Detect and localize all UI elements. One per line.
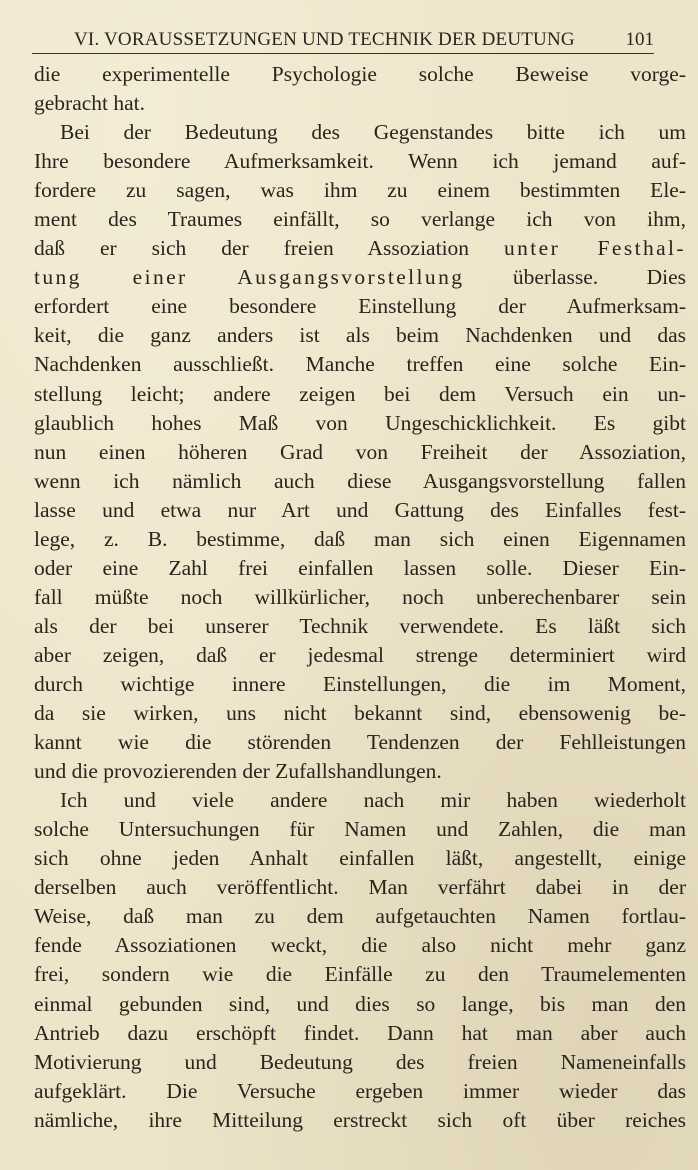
text-line: oder eine Zahl frei einfallen lassen solle. Dieser Ein- bbox=[34, 555, 686, 580]
text-line: Antrieb dazu erschöpft findet. Dann hat man aber auch bbox=[34, 1020, 686, 1045]
text-line: Ich und viele andere nach mir haben wiederholt bbox=[60, 788, 686, 813]
text-line: als der bei unserer Technik verwendete. Es läßt sich bbox=[34, 613, 686, 638]
text-line: frei, sondern wie die Einfälle zu den Traumelementen bbox=[34, 962, 686, 987]
emphasized-text: tung einer Ausgangsvorstellung bbox=[34, 265, 465, 290]
text-line bbox=[34, 234, 686, 263]
running-header bbox=[32, 26, 654, 54]
text-line: Nachdenken ausschließt. Manche treffen eine solche Ein- bbox=[34, 352, 686, 377]
text-line: aufgeklärt. Die Versuche ergeben immer wieder das bbox=[34, 1078, 686, 1103]
text-line: Motivierung und Bedeutung des freien Nameneinfalls bbox=[34, 1049, 686, 1074]
text-line: erfordert eine besondere Einstellung der Aufmerksam- bbox=[34, 294, 686, 319]
emphasized-text: unter Festhal- bbox=[504, 236, 686, 261]
text-line: Ihre besondere Aufmerksamkeit. Wenn ich jemand auf- bbox=[34, 149, 686, 174]
text-segment: überlasse. Dies bbox=[512, 265, 687, 290]
text-line: derselben auch veröffentlicht. Man verfährt dabei in der bbox=[34, 875, 686, 900]
text-line: kannt wie die störenden Tendenzen der Fehlleistungen bbox=[34, 730, 686, 755]
text-segment: daß er sich der freien Assoziation bbox=[34, 236, 470, 261]
text-line: keit, die ganz anders ist als beim Nachdenken und das bbox=[34, 323, 686, 348]
text-line: gebracht hat. bbox=[34, 91, 146, 116]
body-text bbox=[34, 60, 686, 1135]
text-line: Bei der Bedeutung des Gegenstandes bitte ich um bbox=[60, 120, 686, 145]
text-line: die experimentelle Psychologie solche Beweise vorge- bbox=[34, 62, 686, 86]
text-line: lege, z. B. bestimme, daß man sich einen Eigennamen bbox=[34, 526, 686, 551]
text-line: durch wichtige innere Einstellungen, die im Moment, bbox=[34, 671, 686, 696]
text-line: glaublich hohes Maß von Ungeschicklichkeit. Es gibt bbox=[34, 410, 686, 435]
text-line: fall müßte noch willkürlicher, noch unberechenbarer sein bbox=[34, 584, 686, 609]
text-line: sich ohne jeden Anhalt einfallen läßt, angestellt, einige bbox=[34, 846, 686, 871]
text-line: solche Untersuchungen für Namen und Zahlen, die man bbox=[34, 817, 686, 842]
text-line: nämliche, ihre Mitteilung erstreckt sich oft über reiches bbox=[34, 1107, 686, 1132]
text-line: aber zeigen, daß er jedesmal strenge determiniert wird bbox=[34, 642, 686, 667]
text-line: nun einen höheren Grad von Freiheit der Assoziation, bbox=[34, 439, 686, 464]
text-line: stellung leicht; andere zeigen bei dem Versuch ein un- bbox=[34, 381, 686, 406]
text-line: fende Assoziationen weckt, die also nicht mehr ganz bbox=[34, 933, 686, 958]
running-title: VI. VORAUSSETZUNGEN UND TECHNIK DER DEUTUNG bbox=[74, 29, 575, 50]
text-line: da sie wirken, uns nicht bekannt sind, ebensowenig be- bbox=[34, 701, 686, 726]
text-line: fordere zu sagen, was ihm zu einem bestimmten Ele- bbox=[34, 178, 686, 203]
text-line: ment des Traumes einfällt, so verlange ich von ihm, bbox=[34, 207, 686, 232]
text-line: Weise, daß man zu dem aufgetauchten Namen fortlau- bbox=[34, 904, 686, 929]
text-line: und die provozierenden der Zufallshandlungen. bbox=[34, 759, 442, 784]
page-number: 101 bbox=[625, 29, 654, 50]
text-line: wenn ich nämlich auch diese Ausgangsvorstellung fallen bbox=[34, 468, 686, 493]
text-line: lasse und etwa nur Art und Gattung des Einfalles fest- bbox=[34, 497, 686, 522]
text-line: einmal gebunden sind, und dies so lange, bis man den bbox=[34, 991, 686, 1016]
text-line bbox=[34, 263, 686, 292]
